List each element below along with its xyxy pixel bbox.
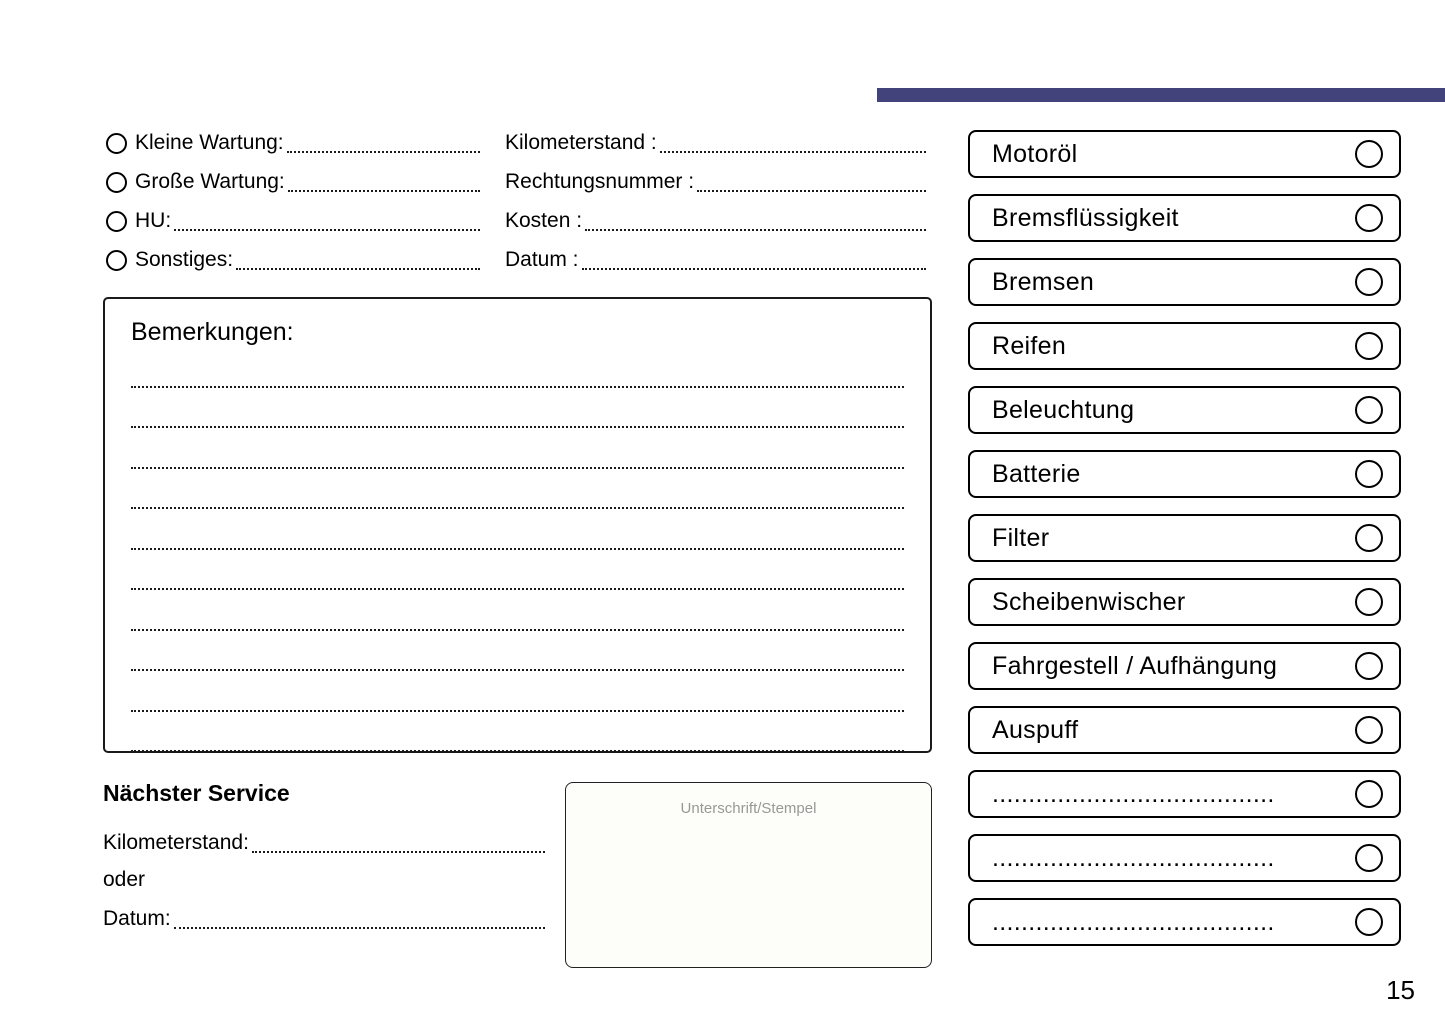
checkbox-circle-icon[interactable] xyxy=(1355,332,1383,360)
checklist-row xyxy=(968,130,1401,178)
service-type-label: HU: xyxy=(135,209,172,232)
fill-in-line[interactable] xyxy=(252,833,545,853)
fill-in-line[interactable] xyxy=(236,250,480,270)
fill-in-line[interactable] xyxy=(131,428,904,469)
checkbox-circle-icon[interactable] xyxy=(1355,908,1383,936)
fill-in-line[interactable] xyxy=(131,712,904,753)
checkbox-circle-icon[interactable] xyxy=(1355,268,1383,296)
checklist-item-blank-label: ....................................... xyxy=(992,907,1275,936)
checklist-item-blank-label: ....................................... xyxy=(992,843,1275,872)
checklist-row xyxy=(968,770,1401,818)
checkbox-circle-icon[interactable] xyxy=(1355,524,1383,552)
service-type-row xyxy=(106,168,480,194)
fill-in-line[interactable] xyxy=(131,509,904,550)
fill-in-line[interactable] xyxy=(585,211,926,231)
service-type-label: Große Wartung: xyxy=(135,170,285,193)
detail-field-label: Datum : xyxy=(505,248,579,271)
checkbox-circle-icon[interactable] xyxy=(1355,588,1383,616)
checklist-item-label: Auspuff xyxy=(992,715,1079,744)
checklist-item-label: Filter xyxy=(992,523,1050,552)
detail-fields-section xyxy=(505,129,926,272)
remarks-lines xyxy=(131,347,904,752)
fill-in-line[interactable] xyxy=(131,590,904,631)
next-service-km-label: Kilometerstand: xyxy=(103,831,249,854)
checklist-row xyxy=(968,898,1401,946)
next-service-date-label: Datum: xyxy=(103,907,171,930)
page-number: 15 xyxy=(1386,975,1415,1005)
checkbox-circle-icon[interactable] xyxy=(1355,204,1383,232)
fill-in-line[interactable] xyxy=(131,671,904,712)
next-service-date-row xyxy=(103,905,545,931)
checkbox-circle-icon[interactable] xyxy=(1355,460,1383,488)
checklist-row xyxy=(968,642,1401,690)
radio-circle-icon[interactable] xyxy=(106,250,127,271)
fill-in-line[interactable] xyxy=(131,469,904,510)
next-service-km-row xyxy=(103,829,545,855)
detail-field-label: Kosten : xyxy=(505,209,583,232)
service-type-label: Kleine Wartung: xyxy=(135,131,284,154)
checkbox-circle-icon[interactable] xyxy=(1355,396,1383,424)
checklist-row xyxy=(968,450,1401,498)
detail-field-label: Rechtungsnummer : xyxy=(505,170,695,193)
checklist-item-blank-label: ....................................... xyxy=(992,779,1275,808)
checklist-row xyxy=(968,194,1401,242)
detail-field-row xyxy=(505,207,926,233)
fill-in-line[interactable] xyxy=(131,550,904,591)
detail-field-row xyxy=(505,246,926,272)
service-type-row xyxy=(106,246,480,272)
fill-in-line[interactable] xyxy=(582,250,926,270)
detail-field-label: Kilometerstand : xyxy=(505,131,657,154)
checklist-row xyxy=(968,386,1401,434)
fill-in-line[interactable] xyxy=(131,347,904,388)
checklist-row xyxy=(968,706,1401,754)
radio-circle-icon[interactable] xyxy=(106,133,127,154)
detail-field-row xyxy=(505,129,926,155)
fill-in-line[interactable] xyxy=(131,388,904,429)
checkbox-circle-icon[interactable] xyxy=(1355,844,1383,872)
checklist-item-label: Bremsen xyxy=(992,267,1095,296)
signature-stamp-box[interactable] xyxy=(565,782,932,968)
fill-in-line[interactable] xyxy=(174,211,480,231)
service-type-row xyxy=(106,207,480,233)
fill-in-line[interactable] xyxy=(660,133,926,153)
checklist-item-label: Motoröl xyxy=(992,139,1078,168)
checklist-item-label: Batterie xyxy=(992,459,1081,488)
next-service-or-label: oder xyxy=(103,868,146,891)
checklist-row xyxy=(968,514,1401,562)
fill-in-line[interactable] xyxy=(287,133,480,153)
checklist-row xyxy=(968,322,1401,370)
checkbox-circle-icon[interactable] xyxy=(1355,716,1383,744)
checkbox-circle-icon[interactable] xyxy=(1355,140,1383,168)
fill-in-line[interactable] xyxy=(288,172,480,192)
fill-in-line[interactable] xyxy=(697,172,926,192)
radio-circle-icon[interactable] xyxy=(106,172,127,193)
checkbox-circle-icon[interactable] xyxy=(1355,652,1383,680)
next-service-title: Nächster Service xyxy=(103,780,290,806)
detail-field-row xyxy=(505,168,926,194)
remarks-title: Bemerkungen: xyxy=(131,318,294,346)
fill-in-line[interactable] xyxy=(174,909,545,929)
service-type-label: Sonstiges: xyxy=(135,248,234,271)
checkbox-circle-icon[interactable] xyxy=(1355,780,1383,808)
checklist-item-label: Scheibenwischer xyxy=(992,587,1186,616)
remarks-box xyxy=(103,297,932,753)
radio-circle-icon[interactable] xyxy=(106,211,127,232)
service-type-section xyxy=(106,129,480,272)
checklist-row xyxy=(968,258,1401,306)
checklist-item-label: Bremsflüssigkeit xyxy=(992,203,1179,232)
checklist-row xyxy=(968,834,1401,882)
checklist-item-label: Reifen xyxy=(992,331,1067,360)
checklist-section xyxy=(968,130,1401,946)
fill-in-line[interactable] xyxy=(131,631,904,672)
accent-bar xyxy=(877,88,1445,102)
checklist-row xyxy=(968,578,1401,626)
next-service-section xyxy=(103,780,545,944)
checklist-item-label: Beleuchtung xyxy=(992,395,1135,424)
signature-stamp-label: Unterschrift/Stempel xyxy=(680,800,817,817)
checklist-item-label: Fahrgestell / Aufhängung xyxy=(992,651,1278,680)
service-type-row xyxy=(106,129,480,155)
